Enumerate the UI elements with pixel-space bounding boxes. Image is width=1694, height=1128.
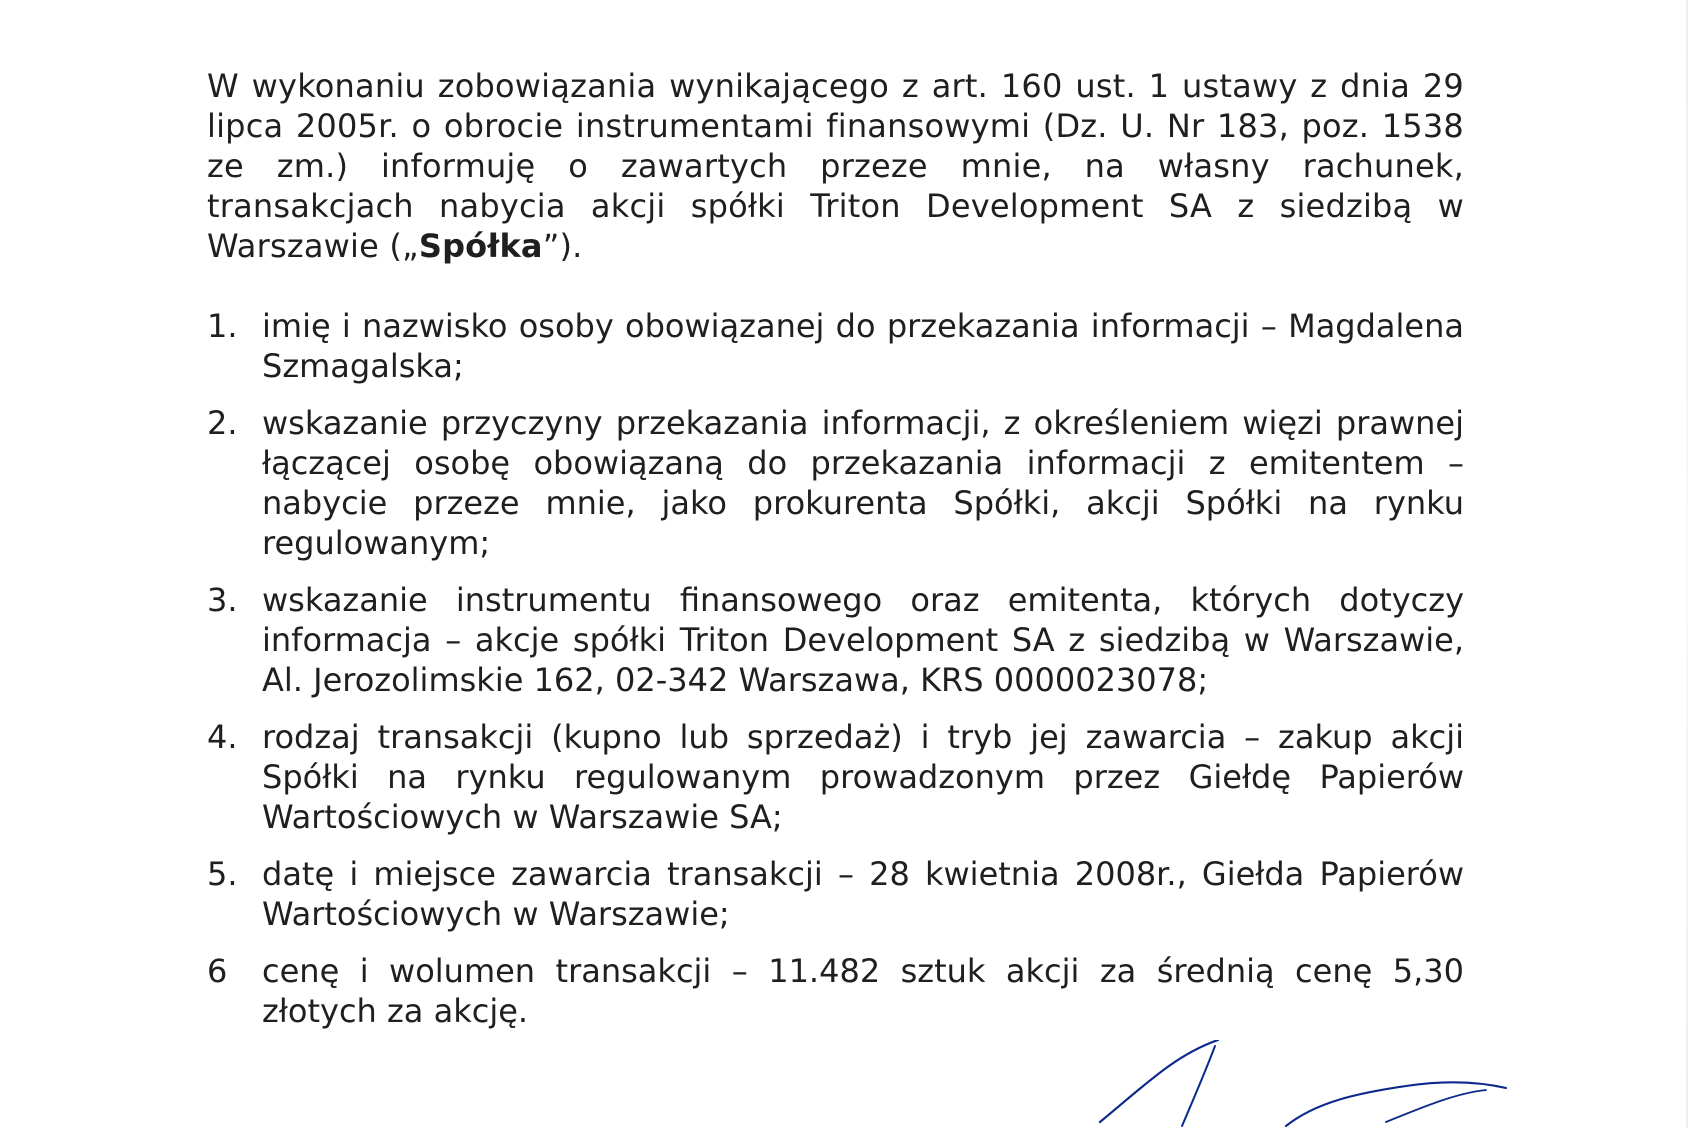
list-text: imię i nazwisko osoby obowiązanej do przekazania informacji – Magdalena Szmagalska; (262, 307, 1464, 385)
list-item-6 (207, 951, 1464, 1031)
list-item-3 (207, 580, 1464, 700)
list-number: 2. (207, 404, 238, 442)
list-item-5 (207, 854, 1464, 934)
list-text: cenę i wolumen transakcji – 11.482 sztuk akcji za średnią cenę 5,30 złotych za akcję. (262, 952, 1464, 1030)
list-item-4 (207, 717, 1464, 837)
list-number: 5. (207, 855, 238, 893)
signature-stroke-4 (1386, 1090, 1486, 1122)
list-item-2 (207, 403, 1464, 563)
signature-stroke-3 (1286, 1082, 1506, 1126)
information-list (207, 306, 1464, 1048)
handwritten-signature (1090, 1040, 1540, 1128)
scan-edge-mark (1686, 0, 1688, 1128)
intro-text-before-bold: W wykonaniu zobowiązania wynikającego z art. 160 ust. 1 ustawy z dnia 29 lipca 2005r. o obrocie instrumentami finansowymi (Dz. U. Nr 183, poz. 1538 ze zm.) informuję o zawartych przeze mnie, na własny rachunek, transakcjach nabycia akcji spółki Triton Development SA z siedzibą w Warszawie („ (207, 67, 1464, 265)
list-text: wskazanie instrumentu finansowego oraz emitenta, których dotyczy informacja – akcje spółki Triton Development SA z siedzibą w Warszawie, Al. Jerozolimskie 162, 02-342 Warszawa, KRS 0000023078; (262, 581, 1464, 699)
intro-paragraph (207, 66, 1464, 266)
list-number: 1. (207, 307, 238, 345)
signature-stroke-2 (1182, 1046, 1215, 1126)
list-number: 3. (207, 581, 238, 619)
list-item-1 (207, 306, 1464, 386)
intro-bold-term: Spółka (418, 227, 543, 265)
list-number: 6 (207, 952, 228, 990)
list-text: wskazanie przyczyny przekazania informacji, z określeniem więzi prawnej łączącej osobę obowiązaną do przekazania informacji z emitentem – nabycie przeze mnie, jako prokurenta Spółki, akcji Spółki na rynku regulowanym; (262, 404, 1464, 562)
intro-text-after-bold: ”). (542, 227, 583, 265)
list-text: rodzaj transakcji (kupno lub sprzedaż) i tryb jej zawarcia – zakup akcji Spółki na rynku regulowanym prowadzonym przez Giełdę Papierów Wartościowych w Warszawie SA; (262, 718, 1464, 836)
list-number: 4. (207, 718, 238, 756)
list-text: datę i miejsce zawarcia transakcji – 28 kwietnia 2008r., Giełda Papierów Wartościowych w Warszawie; (262, 855, 1464, 933)
signature-stroke-1 (1100, 1040, 1218, 1122)
